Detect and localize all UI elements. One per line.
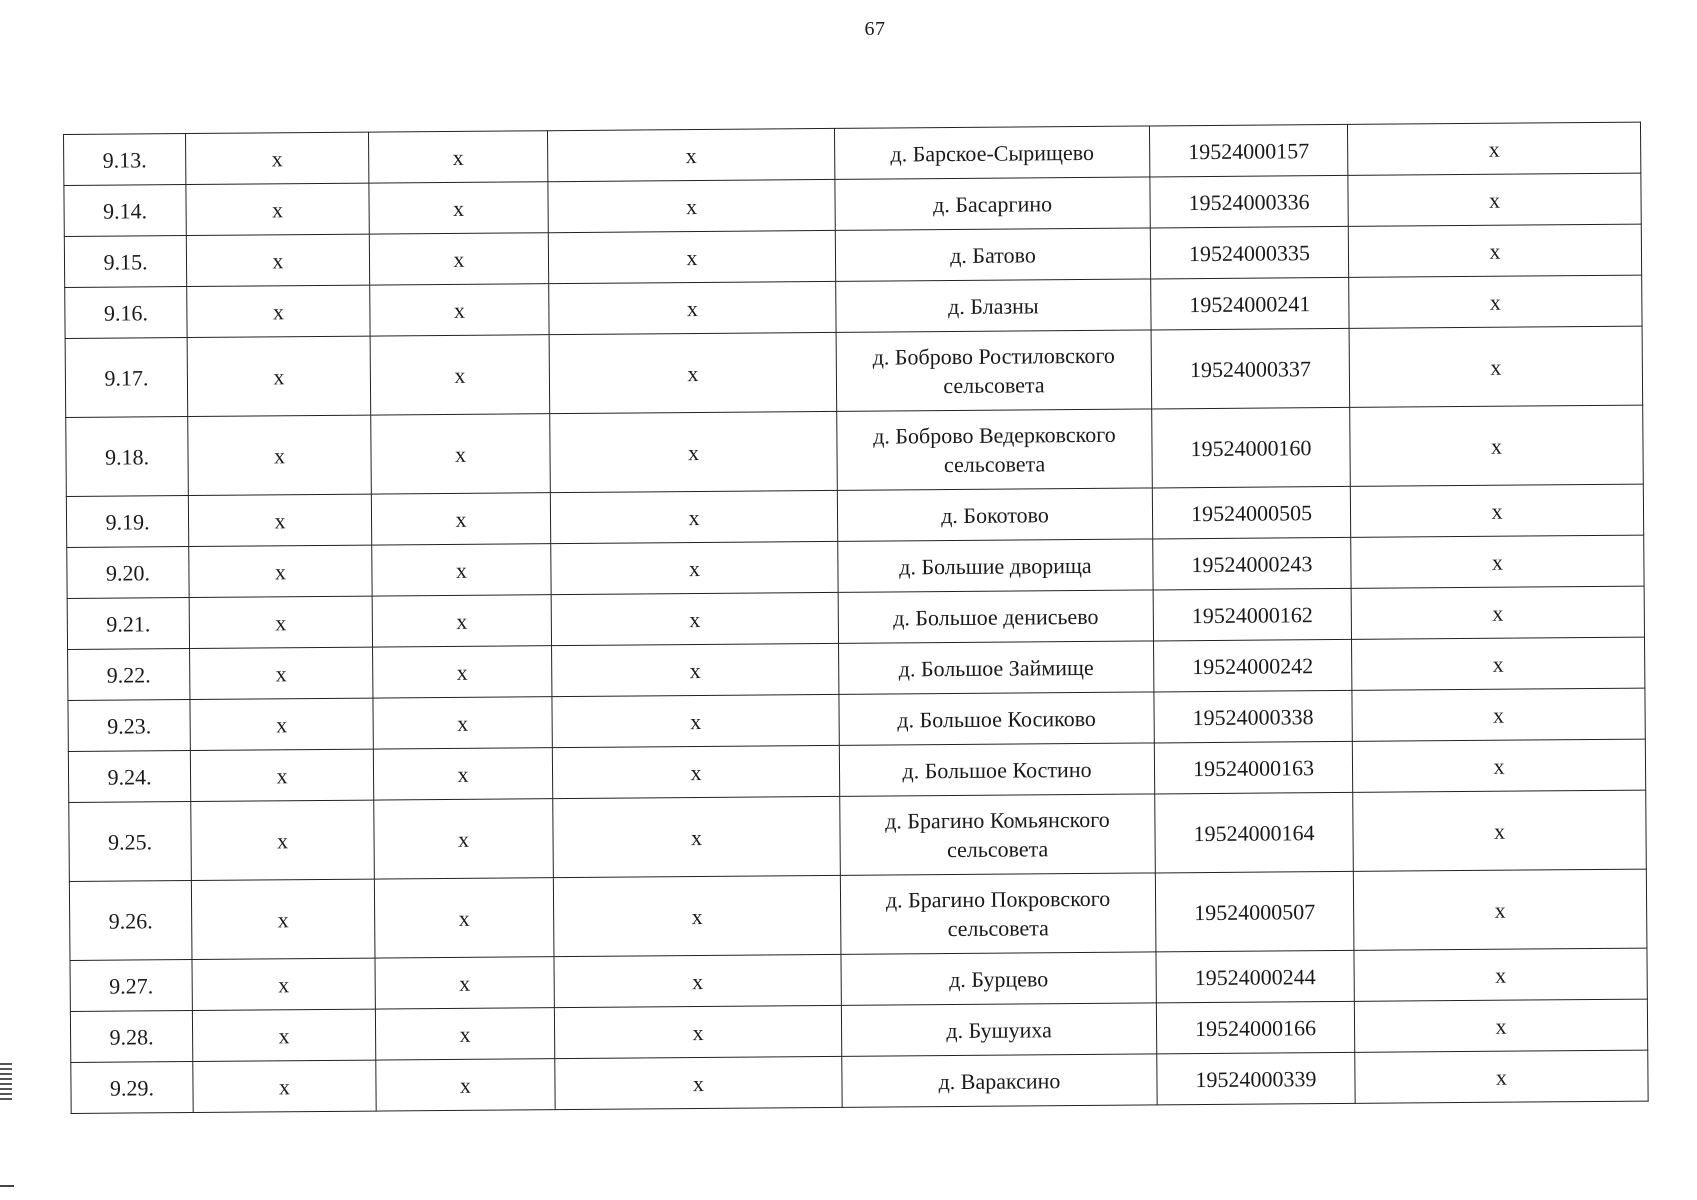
row-number-cell: 9.29. (71, 1062, 193, 1114)
mark-cell: x (190, 749, 373, 801)
mark-cell: x (370, 335, 550, 415)
mark-cell: x (186, 183, 369, 235)
row-number-cell: 9.14. (64, 185, 186, 237)
settlement-name-cell: д. Брагино Комьянского сельсовета (840, 794, 1156, 875)
mark-cell: x (553, 796, 841, 877)
mark-cell: x (369, 182, 548, 234)
settlement-name-cell: д. Большое Костино (839, 743, 1154, 796)
mark-cell: x (375, 1008, 554, 1060)
mark-cell: x (1350, 405, 1644, 486)
oktmo-code-cell: 19524000336 (1150, 175, 1348, 228)
settlement-name-cell: д. Большое Займище (839, 641, 1154, 694)
mark-cell: x (191, 800, 375, 880)
mark-cell: x (192, 1009, 375, 1061)
settlements-table (63, 122, 1649, 1114)
settlement-name-cell: д. Вараксино (842, 1054, 1157, 1107)
oktmo-code-cell: 19524000164 (1155, 792, 1354, 873)
mark-cell: x (1354, 999, 1647, 1052)
row-number-cell: 9.21. (67, 598, 189, 650)
mark-cell: x (548, 179, 835, 232)
mark-cell: x (193, 1060, 376, 1112)
scan-edge-tick (0, 1185, 14, 1187)
settlement-name-cell: д. Боброво Ведерковского сельсовета (837, 409, 1153, 490)
settlement-name-cell: д. Брагино Покровского сельсовета (840, 873, 1156, 954)
oktmo-code-cell: 19524000339 (1157, 1052, 1355, 1105)
settlements-table-container (63, 122, 1649, 1114)
mark-cell: x (372, 544, 551, 596)
mark-cell: x (190, 647, 373, 699)
row-number-cell: 9.24. (68, 751, 190, 803)
mark-cell: x (369, 233, 548, 285)
settlement-name-cell: д. Батово (835, 228, 1150, 281)
oktmo-code-cell: 19524000337 (1151, 328, 1350, 409)
mark-cell: x (373, 646, 552, 698)
mark-cell: x (548, 230, 835, 283)
mark-cell: x (186, 132, 369, 184)
mark-cell: x (549, 281, 836, 334)
mark-cell: x (188, 415, 372, 495)
mark-cell: x (188, 494, 371, 546)
row-number-cell: 9.28. (70, 1011, 192, 1063)
mark-cell: x (1353, 869, 1647, 950)
mark-cell: x (376, 1059, 555, 1111)
mark-cell: x (1354, 948, 1647, 1001)
mark-cell: x (372, 595, 551, 647)
mark-cell: x (1347, 122, 1640, 175)
settlement-name-cell: д. Басаргино (835, 177, 1150, 230)
mark-cell: x (1348, 224, 1641, 277)
mark-cell: x (551, 541, 838, 594)
mark-cell: x (1351, 535, 1644, 588)
row-number-cell: 9.22. (68, 649, 190, 701)
mark-cell: x (1355, 1050, 1648, 1103)
scan-barcode-mark (0, 1063, 12, 1103)
mark-cell: x (189, 545, 372, 597)
row-number-cell: 9.27. (70, 960, 192, 1012)
settlement-name-cell: д. Барское-Сырищево (834, 126, 1149, 179)
oktmo-code-cell: 19524000335 (1150, 226, 1348, 279)
mark-cell: x (192, 958, 375, 1010)
page-number: 67 (864, 18, 886, 40)
oktmo-code-cell: 19524000163 (1154, 741, 1352, 794)
row-number-cell: 9.26. (69, 881, 192, 961)
table-row (69, 869, 1647, 960)
mark-cell: x (1351, 586, 1644, 639)
oktmo-code-cell: 19524000160 (1152, 407, 1351, 488)
settlement-name-cell: д. Бушуиха (841, 1003, 1156, 1056)
settlement-name-cell: д. Большие дворища (838, 539, 1153, 592)
mark-cell: x (554, 954, 841, 1007)
table-row (66, 405, 1644, 496)
table-row (69, 790, 1647, 881)
mark-cell: x (554, 1005, 841, 1058)
mark-cell: x (189, 596, 372, 648)
mark-cell: x (1349, 275, 1642, 328)
mark-cell: x (370, 284, 549, 336)
mark-cell: x (552, 643, 839, 696)
mark-cell: x (551, 592, 838, 645)
mark-cell: x (553, 875, 841, 956)
oktmo-code-cell: 19524000242 (1154, 639, 1352, 692)
oktmo-code-cell: 19524000166 (1156, 1001, 1354, 1054)
mark-cell: x (1352, 688, 1645, 741)
oktmo-code-cell: 19524000157 (1149, 124, 1347, 177)
mark-cell: x (191, 879, 375, 959)
mark-cell: x (550, 490, 837, 543)
mark-cell: x (373, 697, 552, 749)
row-number-cell: 9.15. (64, 236, 186, 288)
mark-cell: x (374, 878, 554, 958)
row-number-cell: 9.23. (68, 700, 190, 752)
oktmo-code-cell: 19524000244 (1156, 950, 1354, 1003)
oktmo-code-cell: 19524000162 (1153, 588, 1351, 641)
mark-cell: x (375, 957, 554, 1009)
row-number-cell: 9.25. (69, 802, 192, 882)
oktmo-code-cell: 19524000505 (1152, 486, 1350, 539)
mark-cell: x (374, 799, 554, 879)
row-number-cell: 9.13. (64, 134, 186, 186)
mark-cell: x (187, 285, 370, 337)
mark-cell: x (552, 745, 839, 798)
mark-cell: x (373, 748, 552, 800)
settlement-name-cell: д. Большое Косиково (839, 692, 1154, 745)
mark-cell: x (547, 128, 834, 181)
settlement-name-cell: д. Большое денисьево (838, 590, 1153, 643)
mark-cell: x (368, 131, 547, 183)
row-number-cell: 9.19. (66, 496, 188, 548)
mark-cell: x (190, 698, 373, 750)
mark-cell: x (1352, 739, 1645, 792)
row-number-cell: 9.18. (66, 417, 189, 497)
mark-cell: x (549, 332, 837, 413)
settlement-name-cell: д. Бокотово (837, 488, 1152, 541)
settlement-name-cell: д. Блазны (836, 279, 1151, 332)
row-number-cell: 9.20. (67, 547, 189, 599)
mark-cell: x (371, 414, 551, 494)
mark-cell: x (555, 1056, 842, 1109)
oktmo-code-cell: 19524000338 (1154, 690, 1352, 743)
oktmo-code-cell: 19524000243 (1153, 537, 1351, 590)
mark-cell: x (1353, 790, 1647, 871)
oktmo-code-cell: 19524000507 (1155, 871, 1354, 952)
settlement-name-cell: д. Боброво Ростиловского сельсовета (836, 330, 1152, 411)
mark-cell: x (1350, 484, 1643, 537)
row-number-cell: 9.17. (65, 338, 188, 418)
mark-cell: x (371, 493, 550, 545)
mark-cell: x (186, 234, 369, 286)
row-number-cell: 9.16. (65, 287, 187, 339)
mark-cell: x (552, 694, 839, 747)
mark-cell: x (187, 336, 371, 416)
mark-cell: x (1348, 173, 1641, 226)
table-row (65, 326, 1643, 417)
mark-cell: x (1349, 326, 1643, 407)
mark-cell: x (1352, 637, 1645, 690)
settlement-name-cell: д. Бурцево (841, 952, 1156, 1005)
oktmo-code-cell: 19524000241 (1151, 277, 1349, 330)
mark-cell: x (550, 411, 838, 492)
